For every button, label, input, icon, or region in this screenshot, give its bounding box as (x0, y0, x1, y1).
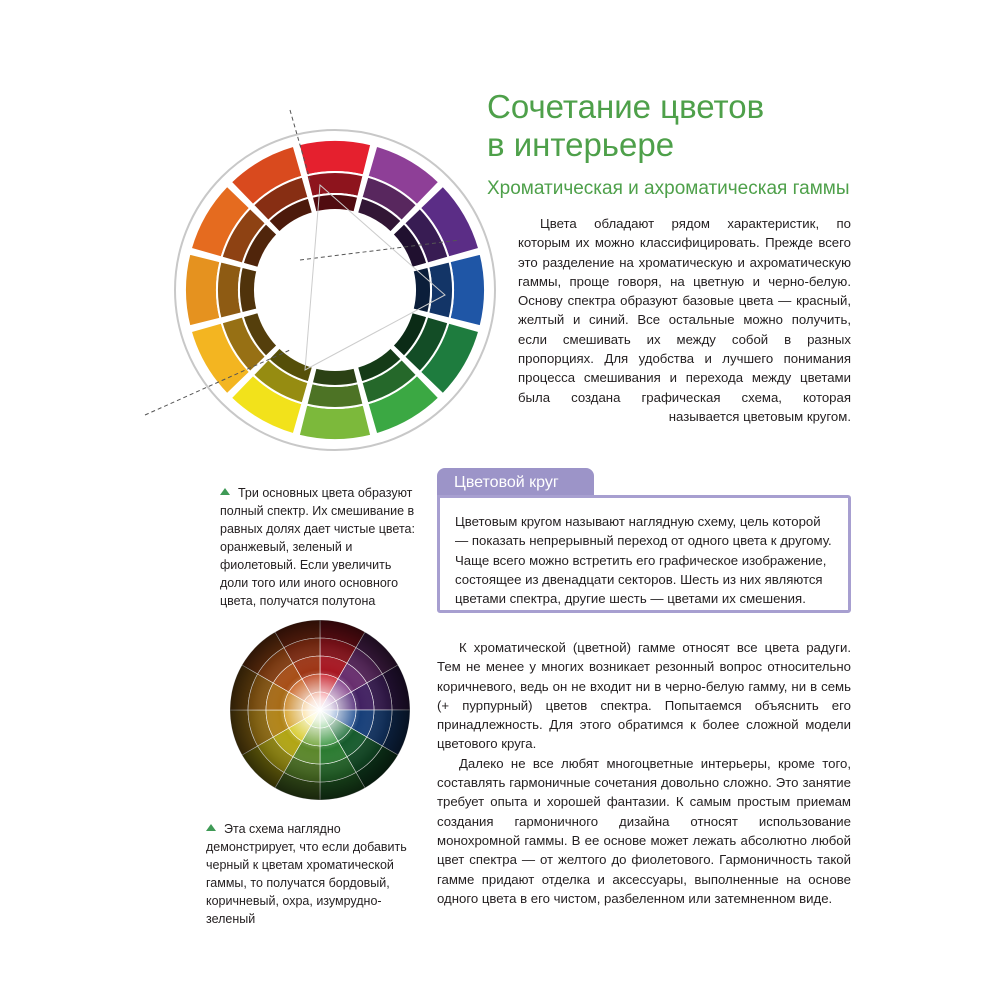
wheel-sector (239, 267, 257, 313)
wheel-sector (449, 254, 485, 327)
main-paragraph-1: К хроматической (цветной) гамме относят все цвета радуги. Тем не менее у многих возникает резонный вопрос относительно коричневого, ведь он не входит ни в черно-белую гамму, ни в семь (+ пурпурный) цветов спектра. Попытаемся объяснить его принадлежность. Для этого обратимся к более сложной модели цветового круга. (437, 640, 851, 752)
triangle-marker-icon (220, 488, 230, 495)
color-wheel-rings (175, 130, 495, 450)
wheel-sector (312, 368, 358, 386)
intro-paragraph: Цвета обладают рядом характеристик, по которым их можно классифицировать. Прежде всего это разделение на хроматическую и ахроматическую гаммы, проще говоря, на цветную и черно-белую. Основу спектра образуют базовые цвета — красный, желтый и синий. Все остальные можно получить, если смешивать их между собой в разных пропорциях. Для удобства и лучшего понимания процесса смешивания и перехода между цветами была создана графическая схема, которая называется цветовым кругом. (518, 216, 851, 424)
intro-text (518, 214, 851, 426)
page-subtitle: Хроматическая и ахроматическая гаммы (487, 178, 850, 199)
wheel-sector (299, 404, 372, 440)
main-paragraph-2: Далеко не все любят многоцветные интерьеры, кроме того, составлять гармоничные сочетания довольно сложно. Это занятие требует опыта и хорошей фантазии. К самым простым приемам создания гармоничного дизайна относят использование монохромной гаммы. В ее основе может лежать абсолютно любой цвет спектра — от желтого до фиолетового. Гармоничность такой гамме придают отделка и аксессуары, выполненные на основе одного цвета в его чистом, разбеленном или затемненном виде. (437, 755, 851, 906)
page-title-line2: в интерьере (487, 126, 675, 163)
triangle-marker-icon (206, 824, 216, 831)
color-wheel-illustration (140, 100, 530, 480)
wheel-sector (185, 254, 221, 327)
shaded-color-disk (225, 615, 415, 805)
caption-primary-colors-text: Три основных цвета образуют полный спектр. Их смешивание в равных долях дает чистые цвета: оранжевый, зеленый и фиолетовый. Если увеличить доли того или иного основного цвета, получатся полутона (220, 486, 415, 608)
color-wheel-box (437, 495, 851, 613)
color-wheel-box-text: Цветовым кругом называют наглядную схему, цель которой — показать непрерывный переход от одного цвета к другому. Чаще всего можно встретить его графическое изображение, состоящее из двенадцати секторов. Шесть из них являются цветами спектра, другие шесть — цветами их смешения. (455, 514, 832, 607)
caption-dark-colors-text: Эта схема наглядно демонстрирует, что если добавить черный к цветам хроматической гаммы, то получатся бордовый, коричневый, охра, изумрудно-зеленый (206, 822, 407, 926)
page-title (487, 88, 907, 164)
disk-shading (230, 620, 410, 800)
color-wheel-box-tab: Цветовой круг (437, 468, 594, 497)
main-text (437, 638, 851, 908)
wheel-sector (299, 140, 372, 176)
wheel-sector (413, 267, 431, 313)
caption-primary-colors (220, 484, 420, 610)
page-title-line1: Сочетание цветов (487, 88, 765, 125)
caption-dark-colors (206, 820, 416, 928)
